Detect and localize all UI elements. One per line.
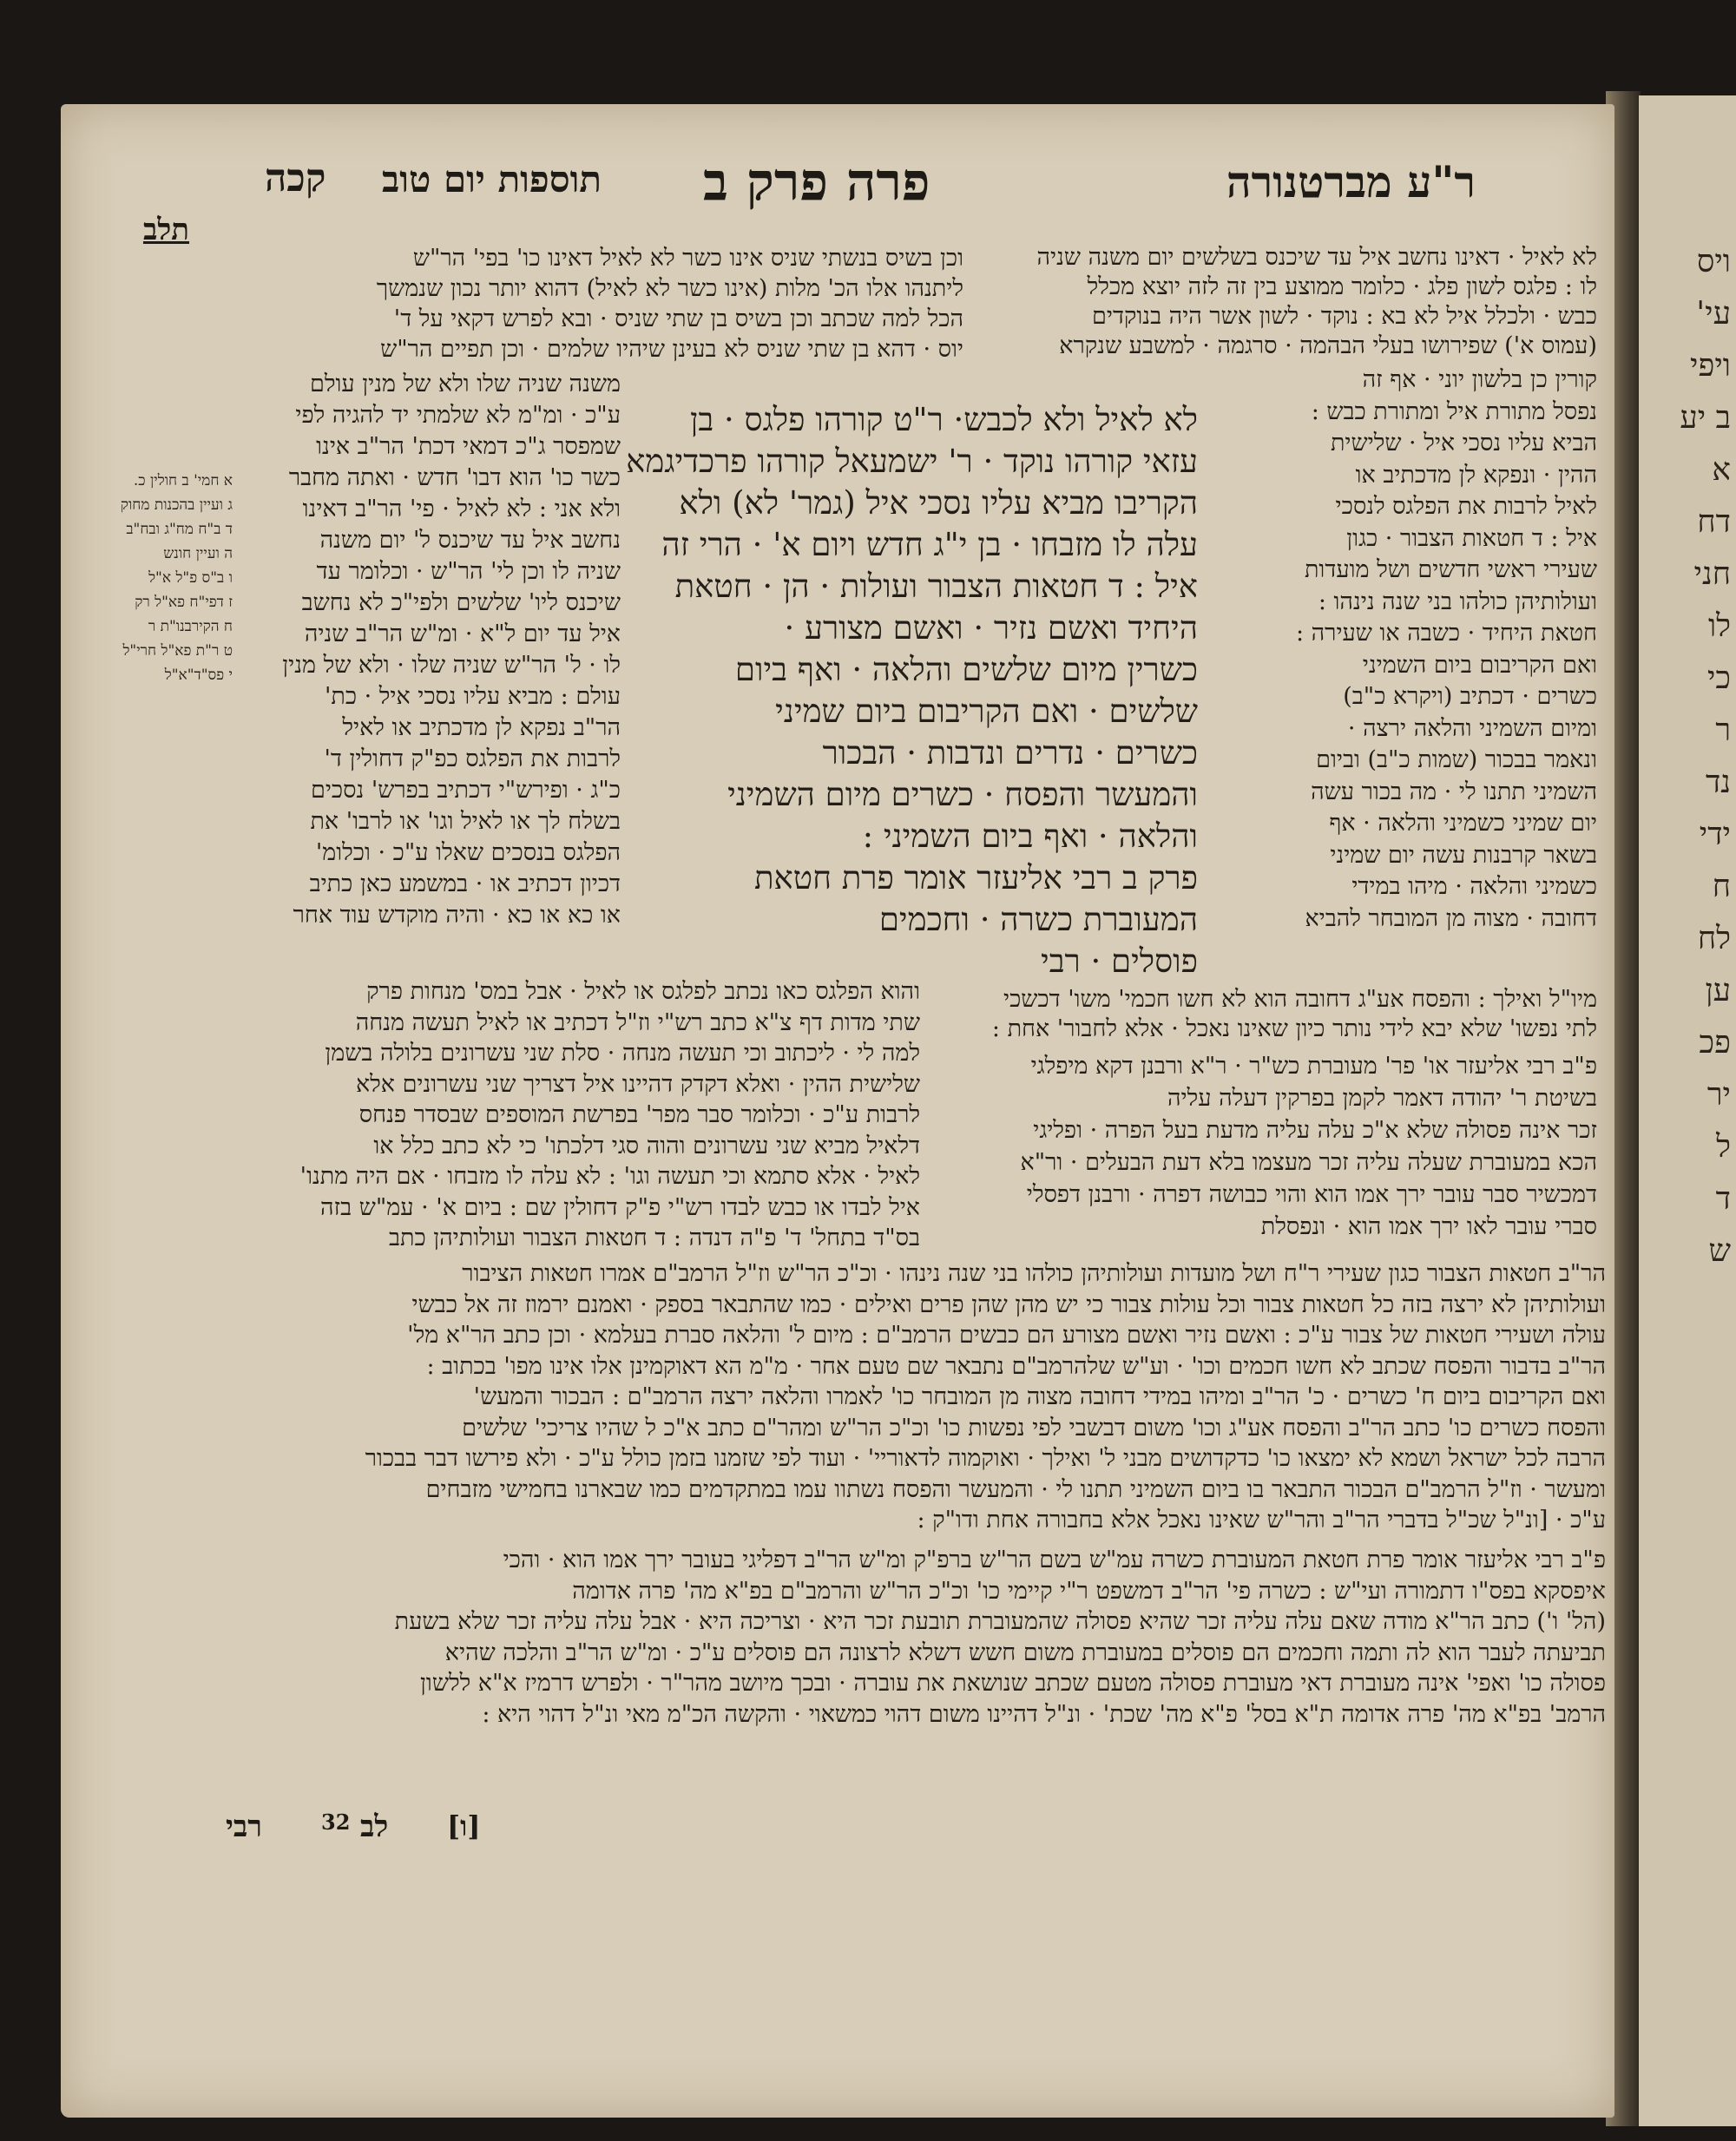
text-line: שניה לו וכן לי' הר"ש · וכלומר עד	[316, 558, 621, 585]
text-line: לאיל לרבות את הפלגס לנסכי	[1335, 493, 1597, 520]
text-line: בשאר קרבנות עשה יום שמיני	[1330, 841, 1597, 869]
text-line: פרק ב רבי אליעזר אומר פרת חטאת	[753, 859, 1198, 896]
facing-page-text: לו	[1707, 608, 1731, 644]
text-line: איל לבדו או כבש לבדו רש"י פ"ק דחולין שם : ביום א' · עמ"ש בזה	[320, 1193, 920, 1221]
text-line: והפסח כשרים כו' כתב הר"ב והפסח אע"ג וכו' משום דבשבי לפי נפשות כו' וכ"כ הר"ש ומהר"ם כתב א"כ ל שהיו צריכי' שלשים	[462, 1414, 1606, 1442]
bartenura-top-block	[937, 243, 1597, 361]
text-line: שעירי ראשי חדשים ושל מועדות	[1304, 556, 1597, 583]
catchword-signature: [ו]	[447, 1809, 481, 1842]
facing-page-text: ידי	[1699, 817, 1731, 852]
text-line: הר"ב נפקא לן מדכתיב או לאיל	[342, 714, 621, 741]
text-line: ע"כ · ומ"מ לא שלמתי יד להגיה לפי	[295, 402, 621, 429]
text-line: עזאי קורהו נוקד · ר' ישמעאל קורהו פרכדיגמא	[626, 443, 1198, 480]
text-line: חטאת היחיד · כשבה או שעירה :	[1295, 620, 1597, 647]
facing-page-text: ב יע	[1680, 400, 1731, 436]
bartenura-perek-2	[937, 1050, 1597, 1243]
text-line: היחיד ואשם נזיר · ואשם מצורע ·	[784, 609, 1198, 647]
text-line: לרבות ע"כ · וכלומר סבר מפר' בפרשת המוספים שבסדר פנחס	[358, 1101, 920, 1128]
facing-page-text: לח	[1697, 921, 1731, 956]
tosafot-top-block	[217, 243, 963, 364]
text-line: (עמוס א') שפירושו בעלי הבהמה · סרגמה · למשבע שנקרא	[1059, 332, 1597, 359]
bartenura-right-column	[1224, 364, 1597, 935]
text-line: ועולותיהן לא ירצה בזה כל חטאות צבור וכל עולות צבור כי יש מהן שהן פרים ואילים · כמו שהתבאר בספק · ואמנם ירמוז זה אל כבשי	[411, 1291, 1606, 1318]
facing-page-text: ש	[1708, 1233, 1731, 1269]
marginal-notes: א חמי' ב חולין כ. ג ועיין בהכנות מחוק ד ב"ח מח"ג ובח"ב ה ועיין חונש ו ב"ס פ"ל א"ל ז דפי"ח פא"ל רק ח הקירבנו"ת ר ט ר"ת פא"ל חרי"ל י פס"ד"א"ל	[120, 472, 233, 684]
text-line: הרמב' בפ"א מה' פרה אדומה ת"א בסל' פ"א מה' שכת' · ונ"ל דהיינו משום דהוי כמשאוי · והקשה הכ"מ מאי ונ"ל דהוי היא :	[482, 1700, 1606, 1728]
text-line: כשרים · דכתיב (ויקרא כ"ב)	[1343, 683, 1597, 710]
facing-page-text: נד	[1705, 765, 1731, 800]
facing-page-text: ל	[1716, 1129, 1731, 1165]
facing-page-text: ען	[1705, 973, 1731, 1008]
tosafot-left-column	[230, 369, 621, 931]
text-line: כשרים · נדרים ונדבות · הבכור	[822, 734, 1198, 772]
mishnah-column	[625, 399, 1198, 982]
text-line: יוס · דהא בן שתי שניס לא בעינן שיהיו שלמים · וכן תפיים הר"ש	[380, 336, 963, 363]
text-line: דחובה · מצוה מן המובחר להביא	[1305, 904, 1597, 932]
text-line: כשמיני והלאה · מיהו במידי	[1351, 873, 1597, 900]
text-line: קורין כן בלשון יוני · אף זה	[1362, 366, 1597, 393]
text-line: ועולותיהן כולהו בני שנה נינהו :	[1318, 588, 1597, 615]
text-line: איל : ד חטאות הצבור · כגון	[1346, 524, 1597, 552]
text-line: דמכשיר סבר עובר ירך אמו הוא והוי כבושה דפרה · ורבנן דפסלי	[1026, 1181, 1597, 1208]
text-line: לו · ל' הר"ש שניה שלו · ולא של מנין	[282, 652, 621, 679]
text-line: ההין · ונפקא לן מדכתיב או	[1355, 461, 1597, 489]
text-line: והלאה · ואף ביום השמיני :	[862, 818, 1198, 855]
facing-page-text: ח	[1712, 869, 1731, 904]
text-line: עלה לו מזבחו · בן י"ג חדש ויום א' · הרי זה	[661, 526, 1198, 563]
header-page-label: קכה	[265, 156, 326, 200]
catchword-lamed-bet: לב	[360, 1809, 389, 1844]
text-line: ליתנהו אלו הכ' מלות (אינו כשר לא לאיל) דהוא יותר נכון שנמשך	[376, 275, 963, 302]
text-line: הרבה לכל ישראל ושמא לא ימצאו כו' כדקדושים מבני ל' ואילך · ואוקמוה לדאוריי' · ועוד לפי שזמנו בזמן כולל ע"כ · ולא פירשו דבר בבכור	[365, 1445, 1606, 1472]
text-line: בשלח לך או לאיל וגו' או לרבו' את	[310, 808, 621, 835]
text-line: הקריבו מביא עליו נסכי איל (גמר' לא) ולא	[679, 484, 1198, 522]
tosafot-wide-block	[217, 1258, 1606, 1536]
text-line: איפסקא בפס"ו דתמורה ועי"ש : כשרה פי' הר"ב דמשפט ר"י קיימי כו' וכ"כ הר"ש והרמב"ם בפ"א מה' פרה אדומה	[572, 1577, 1606, 1605]
header-left-title: ר"ע מברטנורה	[1226, 156, 1476, 207]
text-line: ומיום השמיני והלאה ירצה ·	[1347, 714, 1597, 742]
text-line: יום שמיני כשמיני והלאה · אף	[1329, 810, 1597, 837]
text-line: פוסלים · רבי	[1041, 942, 1198, 980]
text-line: הכא במעוברת שעלה עליה זכר מעצמו בלא דעת הבעלים · ור"א	[1020, 1149, 1597, 1176]
text-line: והוא הפלגס כאו נכתב לפלגס או לאיל · אבל במס' מנחות פרק	[366, 978, 920, 1005]
facing-page-text: ויס	[1696, 244, 1731, 279]
text-line: (הל' ו') כתב הר"א מודה שאם עלה עליה זכר שהיא פסולה שהמעוברת תובעת זכר היא · וצריכה היא · אבל עלה עליה זכר שלא בשעת	[394, 1608, 1606, 1635]
text-line: עולם : מביא עליו נסכי איל · כת'	[324, 683, 621, 710]
text-line: סברי עובר לאו ירך אמו הוא · ונפסלת	[1260, 1213, 1597, 1240]
text-line: מיו"ל ואילך : והפסח אע"ג דחובה הוא לא חשו חכמי' משו' דכשכי	[1003, 986, 1597, 1013]
text-line: דכיון דכתיב או · במשמע כאן כתיב	[309, 870, 621, 897]
text-line: ולא אני : לא לאיל · פי' הר"ב דאינו	[302, 496, 621, 522]
facing-page-text: דח	[1697, 504, 1731, 540]
facing-page-text: חני	[1693, 556, 1731, 592]
text-line: הביא עליו נסכי איל · שלישית	[1330, 430, 1597, 456]
text-line: נחשב איל עד שיכנס ל' יום משנה	[319, 527, 621, 554]
text-line: או כא או כא · והיה מוקדש עוד אחר	[293, 902, 621, 929]
text-line: ואם הקריבום ביום השמיני	[1362, 651, 1597, 679]
text-line: כשרין מיום שלשים והלאה · ואף ביום	[734, 651, 1198, 688]
tosafot-middle-block	[217, 976, 920, 1254]
text-line: כ"ג · ופירש"י דכתיב בפרש' נסכים	[311, 777, 621, 804]
text-line: פ"ב רבי אליעזר או' פר' מעוברת כש"ר · ר"א ורבנן דקא מיפלגי	[1030, 1053, 1597, 1080]
text-line: לרבות את הפלגס כפ"ק דחולין ד'	[324, 745, 621, 772]
facing-page-fragment	[1639, 95, 1736, 2126]
text-line: למה לי · ליכתוב וכי תעשה מנחה · סלת שני עשרונים בלולה בשמן	[325, 1040, 920, 1067]
text-line: פ"ב רבי אליעזר אומר פרת חטאת המעוברת כשרה עמ"ש בשם הר"ש ברפ"ק ומ"ש הר"ב דפליגי בעובר ירך אמו הוא · והכי	[503, 1547, 1606, 1573]
facing-page-text: כי	[1706, 660, 1731, 696]
text-line: שתי מדות דף צ"א כתב רש"י וז"ל דכתיב או לאיל תעשה מנחה	[355, 1008, 920, 1036]
text-line: לו : פלגס לשון פלג · כלומר ממוצע בין זה לזה יוצא מכלל	[1087, 273, 1597, 300]
book-page	[61, 104, 1614, 2118]
text-line: הכל למה שכתב וכן בשיס בן שתי שניס · ובא לפרש דקאי על ד'	[393, 305, 963, 332]
text-line: השמיני תתנו לי · מה בכור עשה	[1311, 778, 1597, 805]
text-line: כשר כו' הוא דבו' חדש · ואתה מחבר	[288, 464, 621, 491]
text-line: נפסל מתורת איל ומתורת כבש :	[1311, 397, 1597, 425]
text-line: דלאיל מביא שני עשרונים והוה סגי דלכתו' כי לא כתב כלל או	[373, 1132, 920, 1159]
text-line: ואם הקריבום ביום ח' כשרים · כ' הר"ב ומיהו במידי דחובה מצוה מן המובחר כו' לאמרו והלאה ירצה הרמב"ם : הבכור והמעש'	[473, 1383, 1606, 1410]
text-line: לא לאיל ולא לכבש· ר"ט קורהו פלגס · בן	[690, 401, 1198, 438]
text-line: לא לאיל · דאינו נחשב איל עד שיכנס בשלשים יום משנה שניה	[1036, 244, 1597, 271]
text-line: איל : ד חטאות הצבור ועולות · הן · חטאת	[674, 568, 1198, 605]
facing-page-text: ר	[1715, 713, 1731, 748]
bartenura-continuation	[937, 985, 1597, 1044]
facing-page-text: פכ	[1699, 1025, 1731, 1061]
text-line: לתי נפשו' שלא יבא לידי נותר כיון שאינו נאכל · אלא לחבור' אחת :	[991, 1015, 1597, 1042]
facing-page-text: א	[1712, 452, 1731, 488]
catchword-quire-number: 32	[321, 1809, 351, 1835]
text-line: שלישית ההין · ואלא דקדק דהיינו איל דצריך שני עשרונים אלא	[355, 1070, 920, 1098]
text-line: עולה ושעירי חטאות של צבור ע"כ : ואשם נזיר ואשם מצורע הם כבשים הרמב"ם : מיום ל' והלאה סברת בעלמא · וכן כתב הר"א מל'	[407, 1322, 1606, 1349]
text-line: בשיטת ר' יהודה דאמר לקמן בפרקין דעלה עליה	[1167, 1085, 1597, 1112]
text-line: המעוברת כשרה · וחכמים	[878, 901, 1198, 938]
header-right-title: תוספות יום טוב	[382, 158, 602, 200]
text-line: ומעשר · וז"ל הרמב"ם הבכור התבאר בו ביום השמיני תתנו לי · והמעשר והפסח נשתוו עמו במתקדמים כמו שבארנו בחמישי מזבחים	[425, 1475, 1606, 1503]
facing-page-text: עי'	[1696, 296, 1731, 332]
leaf-number: תלב	[143, 213, 190, 247]
text-line: בס"ד בתחל' ד' פ"ה דנדה : ד חטאות הצבור ועולותיהן כתב	[389, 1225, 920, 1251]
text-line: הר"ב בדבור והפסח שכתב לא חשו חכמים וכו' · וע"ש שלהרמב"ם נתבאר שם טעם אחר · מ"מ הא דאוקמינן אלו אינו מפו' בכתוב :	[426, 1352, 1606, 1380]
text-line: וכן בשיס בנשתי שניס אינו כשר לא לאיל דאינו כו' בפי' הר"ש	[412, 245, 963, 272]
facing-page-text: ויפי	[1690, 348, 1731, 384]
text-line: כבש · ולכלל איל לא בא : נוקד · לשון אשר היה בנוקדים	[1092, 303, 1597, 330]
text-line: איל עד יום ל"א · ומ"ש הר"ב שניה	[304, 621, 621, 647]
header-center-title: פרה פרק ב	[703, 152, 930, 213]
text-line: הר"ב חטאות הצבור כגון שעירי ר"ח ושל מועדות ועולותיהן כולהו בני שנה נינהו · וכ"כ הר"ש וז"ל הרמב"ם אמרו חטאות הציבור	[462, 1260, 1606, 1287]
text-line: והמעשר והפסח · כשרים מיום השמיני	[727, 776, 1198, 813]
text-line: לאיל · אלא סתמא וכי תעשה וגו' : לא עלה לו מזבחו · אם היה מתנו'	[299, 1163, 920, 1190]
tosafot-perek-2-block	[217, 1545, 1606, 1730]
text-line: תביעתה לעבר הוא לה ותמה וחכמים הם פוסלים במעוברת משום חשש דשלא לרצונה הם פוסלים ע"כ · ומ"ש הר"ב והלכה שהיא	[444, 1639, 1606, 1666]
facing-page-text: ד	[1715, 1181, 1731, 1217]
text-line: ע"כ · [ונ"ל שכ"ל בדברי הר"ב והר"ש שאינו נאכל אלא בחבורה אחת ודו"ק :	[917, 1507, 1606, 1534]
catchword-rabbi: רבי	[226, 1809, 263, 1844]
text-line: שמפסר ג"כ דמאי דכת' הר"ב אינו	[316, 433, 621, 460]
text-line: זכר אינה פסולה שלא א"כ עלה עליה מדעת בעל הפרה · ופליגי	[1033, 1117, 1597, 1144]
text-line: הפלגס בנסכים שאלו ע"כ · וכלומ'	[315, 839, 621, 866]
text-line: שיכנס ליו' שלשים ולפי"כ לא נחשב	[301, 589, 621, 616]
facing-page-text: יר	[1706, 1077, 1731, 1113]
text-line: משנה שניה שלו ולא של מנין עולם	[310, 371, 621, 397]
text-line: ונאמר בבכור (שמות כ"ב) וביום	[1316, 746, 1597, 773]
text-line: שלשים · ואם הקריבום ביום שמיני	[775, 693, 1198, 730]
text-line: פסולה כו' ואפי' אינה מעוברת דאי מעוברת פסולה מטעם שכתב שנושאת את עוברה · ובכך מיושב מהר"ר · ולפרש דרמיז א"א ללשון	[420, 1670, 1606, 1697]
